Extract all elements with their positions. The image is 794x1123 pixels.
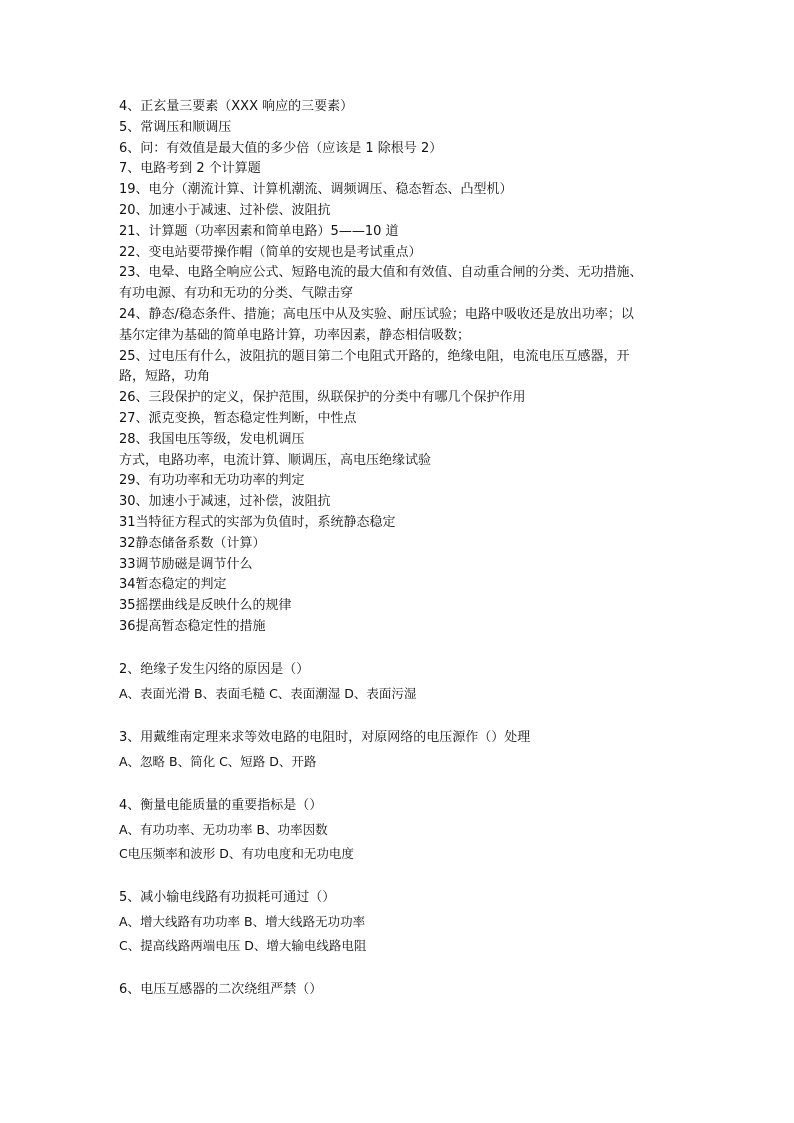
topic-list (119, 97, 679, 638)
question-options: C电压频率和波形 D、有功电度和无功电度 (119, 845, 354, 861)
topic-line: 25、过电压有什么，波阻抗的题目第二个电阻式开路的，绝缘电阻，电流电压互感器，开 (119, 348, 630, 364)
question-stem: 6、电压互感器的二次绕组严禁（） (119, 981, 323, 997)
topic-line: 30、加速小于减速，过补偿，波阻抗 (119, 494, 331, 510)
question-options: A、忽略 B、简化 C、短路 D、开路 (119, 753, 317, 769)
topic-line: 5、常调压和顺调压 (119, 119, 232, 135)
topic-line: 32静态储备系数（计算） (119, 535, 266, 551)
section-gap (119, 706, 679, 726)
question-stem: 3、用戴维南定理来求等效电路的电阻时，对原网络的电压源作（）处理 (119, 729, 531, 745)
topic-line: 31当特征方程式的实部为负值时，系统静态稳定 (119, 514, 396, 530)
question-options: A、增大线路有功功率 B、增大线路无功功率 (119, 913, 366, 929)
question-block (119, 794, 679, 866)
question-options: A、有功功率、无功功率 B、功率因数 (119, 821, 328, 837)
topic-line: 35摇摆曲线是反映什么的规律 (119, 598, 292, 614)
topic-line: 34暂态稳定的判定 (119, 577, 227, 593)
topic-line: 19、电分（潮流计算、计算机潮流、调频调压、稳态暂态、凸型机） (119, 182, 513, 198)
topic-line: 基尔定律为基础的简单电路计算，功率因素，静态相信吸数； (119, 327, 471, 343)
section-gap (119, 774, 679, 794)
topic-line: 6、问：有效值是最大值的多少倍（应该是 1 除根号 2） (119, 140, 443, 156)
section-gap (119, 958, 679, 978)
question-stem: 2、绝缘子发生闪络的原因是（） (119, 661, 310, 677)
topic-line: 24、静态/稳态条件、措施；高电压中从及实验、耐压试验；电路中吸收还是放出功率；以 (119, 306, 634, 322)
question-block (119, 978, 679, 1002)
question-block (119, 886, 679, 958)
topic-line: 方式，电路功率，电流计算、顺调压，高电压绝缘试验 (119, 452, 432, 468)
topic-line: 22、变电站要带操作帽（简单的安规也是考试重点） (119, 244, 422, 260)
topic-line: 有功电源、有功和无功的分类、气隙击穿 (119, 286, 354, 302)
topic-line: 33调节励磁是调节什么 (119, 556, 253, 572)
topic-line: 4、正玄量三要素（XXX 响应的三要素） (119, 99, 354, 114)
topic-line: 26、三段保护的定义，保护范围，纵联保护的分类中有哪几个保护作用 (119, 390, 526, 406)
question-options: C、提高线路两端电压 D、增大输电线路电阻 (119, 937, 367, 953)
section-gap (119, 866, 679, 886)
topic-line: 20、加速小于减速、过补偿、波阻抗 (119, 202, 331, 218)
topic-line: 27、派克变换，暂态稳定性判断，中性点 (119, 410, 357, 426)
section-gap (119, 638, 679, 658)
topic-line: 23、电晕、电路全响应公式、短路电流的最大值和有效值、自动重合闸的分类、无功措施、 (119, 265, 643, 281)
question-stem: 5、减小输电线路有功损耗可通过（） (119, 889, 336, 905)
question-options: A、表面光滑 B、表面毛糙 C、表面潮湿 D、表面污湿 (119, 685, 417, 701)
topic-line: 7、电路考到 2 个计算题 (119, 161, 261, 177)
topic-line: 36提高暂态稳定性的措施 (119, 618, 266, 634)
question-block (119, 658, 679, 706)
question-stem: 4、衡量电能质量的重要指标是（） (119, 797, 323, 813)
document-body (119, 97, 679, 1002)
question-block (119, 726, 679, 774)
topic-line: 28、我国电压等级，发电机调压 (119, 431, 305, 447)
topic-line: 路，短路，功角 (119, 369, 211, 385)
topic-line: 29、有功功率和无功功率的判定 (119, 473, 305, 489)
topic-line: 21、计算题（功率因素和简单电路）5——10 道 (119, 223, 399, 239)
